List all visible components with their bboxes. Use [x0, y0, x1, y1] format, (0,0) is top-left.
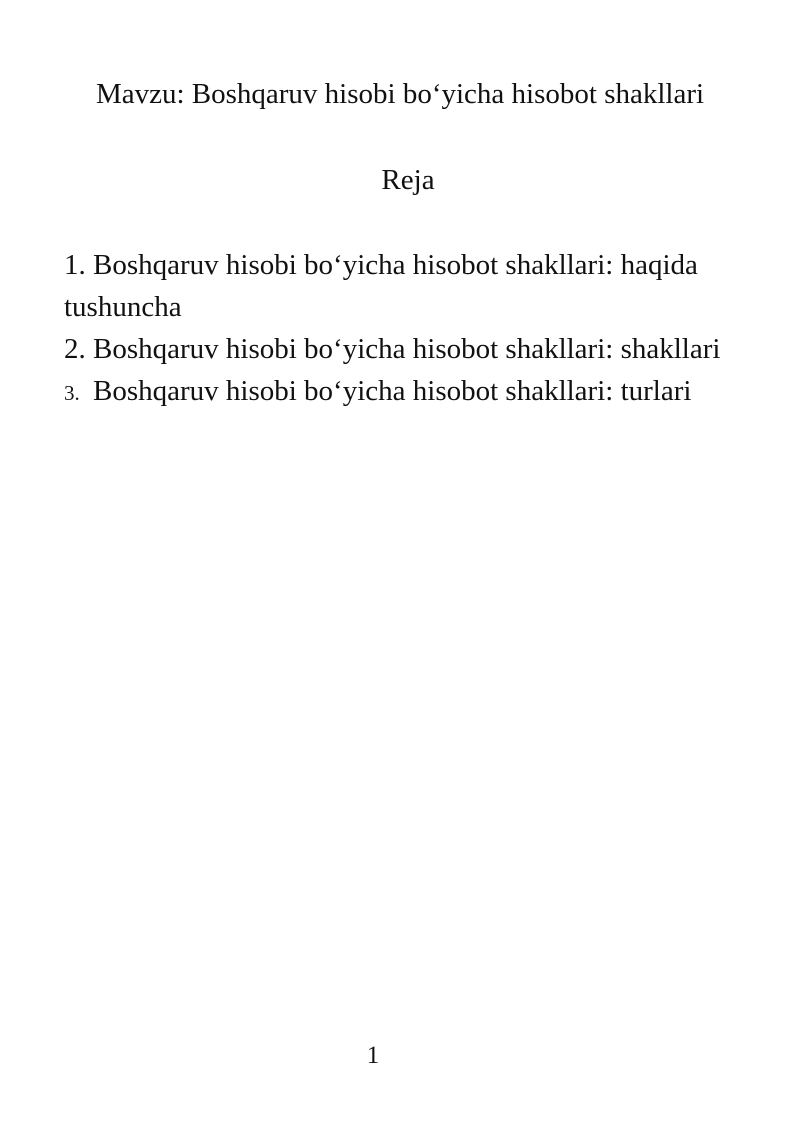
page-number: 1: [366, 1042, 380, 1069]
plan-item-text: Boshqaruv hisobi bo‘yicha hisobot shakllari: shakllari: [93, 333, 721, 365]
plan-item-2: [64, 328, 744, 370]
plan-item-number: 1.: [64, 249, 86, 281]
document-title: Mavzu: Boshqaruv hisobi bo‘yicha hisobot shakllari: [95, 78, 705, 110]
plan-item-text: Boshqaruv hisobi bo‘yicha hisobot shakllari: haqida tushuncha: [64, 249, 698, 323]
plan-heading: Reja: [381, 164, 435, 196]
plan-list: [64, 244, 744, 414]
plan-item-1: [64, 244, 744, 328]
plan-item-number: 2.: [64, 333, 86, 365]
plan-item-text: Boshqaruv hisobi bo‘yicha hisobot shakllari: turlari: [93, 375, 692, 407]
plan-item-number: 3.: [64, 381, 80, 405]
plan-item-3: [64, 370, 744, 414]
